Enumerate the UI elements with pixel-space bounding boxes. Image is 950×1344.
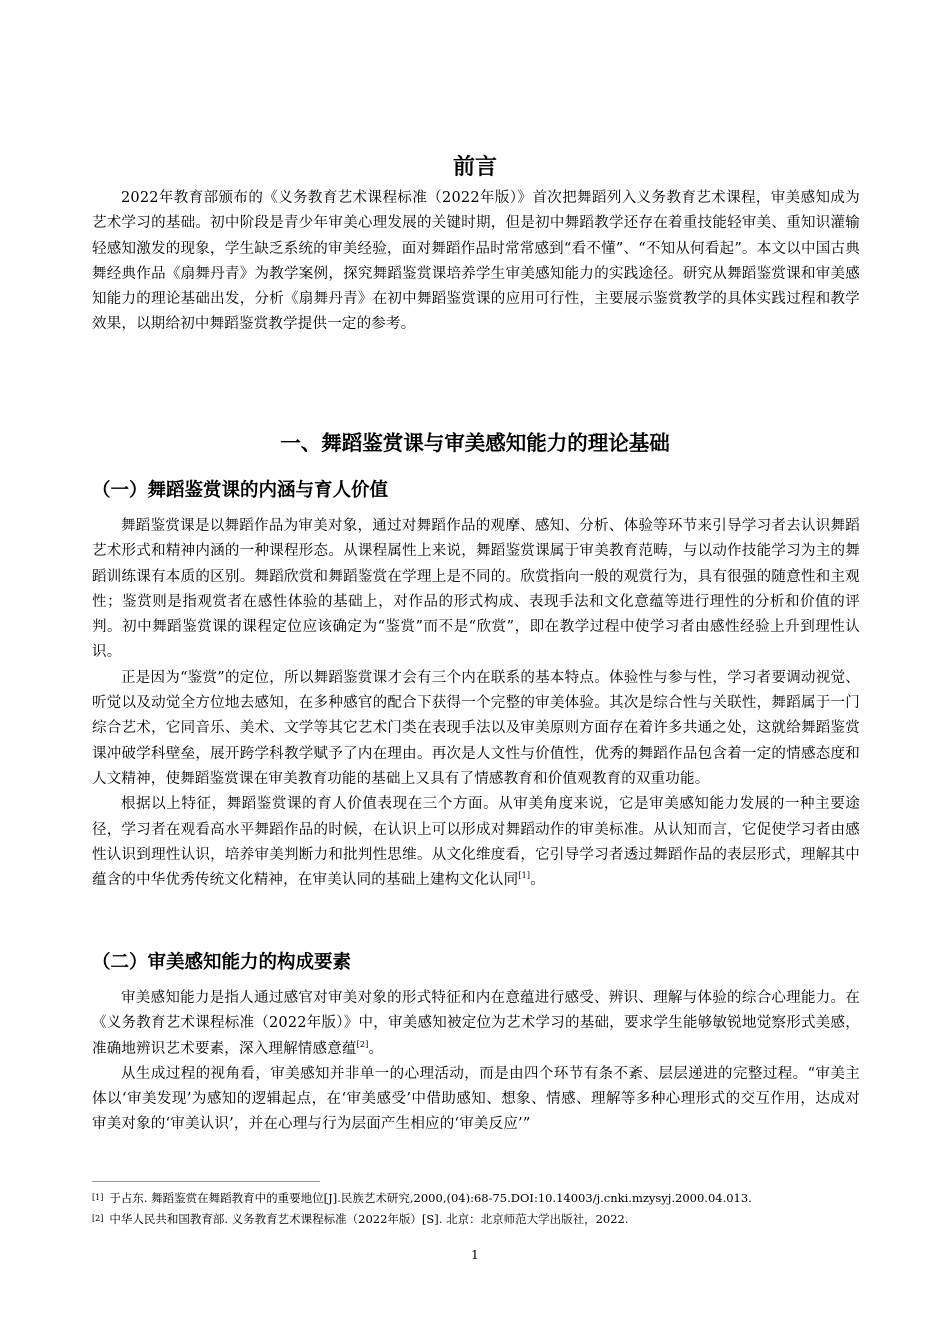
paragraph: 正是因为“鉴赏”的定位，所以舞蹈鉴赏课才会有三个内在联系的基本特点。体验性与参与性，学习者要调动视觉、听觉以及动觉全方位地去感知，在多种感官的配合下获得一个完整的审美体验。其次是综合性与关联性，舞蹈属于一门综合艺术，它同音乐、美术、文学等其它艺术门类在表现手法以及审美原则方面存在着许多共通之处，这就给舞蹈鉴赏课冲破学科壁垒，展开跨学科教学赋予了内在理由。再次是人文性与价值性，优秀的舞蹈作品包含着一定的情感态度和人文精神，使舞蹈鉴赏课在审美教育功能的基础上又具有了情感教育和价值观教育的双重功能。	[92, 669, 860, 787]
section-2-body	[92, 986, 860, 1138]
paragraph-end: 。	[530, 872, 545, 889]
footnote-mark: [1]	[92, 1193, 104, 1202]
footnote-divider	[92, 1181, 320, 1182]
footnote-text: 中华人民共和国教育部. 义务教育艺术课程标准（2022年版）[S]. 北京：北京师范大学出版社，2022.	[109, 1212, 629, 1226]
section-1-body	[92, 514, 860, 893]
footnotes	[92, 1189, 860, 1231]
paragraph-end: 。	[368, 1040, 384, 1057]
footnote-text: 于占东. 舞蹈鉴赏在舞蹈教育中的重要地位[J].民族艺术研究,2000,(04):68-75.DOI:10.14003/j.cnki.mzysyj.2000.04.013.	[109, 1191, 752, 1205]
footnote-mark: [2]	[92, 1214, 104, 1223]
paragraph-text: 根据以上特征，舞蹈鉴赏课的育人价值表现在三个方面。从审美角度来说，它是审美感知能力发展的一种主要途径，学习者在观看高水平舞蹈作品的时候，在认识上可以形成对舞蹈动作的审美标准。从认知而言，它促使学习者由感性认识到理性认识，培养审美判断力和批判性思维。从文化维度看，它引导学习者透过舞蹈作品的表层形式，理解其中蕴含的中华优秀传统文化精神，在审美认同的基础上建构文化认同	[92, 796, 860, 889]
paragraph	[92, 986, 860, 1062]
preface-body	[92, 186, 860, 338]
citation-ref-2[interactable]: [2]	[356, 1039, 369, 1049]
preface-paragraph: 2022年教育部颁布的《义务教育艺术课程标准（2022年版）》首次把舞蹈列入义务教育艺术课程，审美感知成为艺术学习的基础。初中阶段是青少年审美心理发展的关键时期，但是初中舞蹈教学还存在着重技能轻审美、重知识灌输轻感知激发的现象，学生缺乏系统的审美经验，面对舞蹈作品时常常感到“看不懂”、“不知从何看起”。本文以中国古典舞经典作品《扇舞丹青》为教学案例，探究舞蹈鉴赏课培养学生审美感知能力的实践途径。研究从舞蹈鉴赏课和审美感知能力的理论基础出发，分析《扇舞丹青》在初中舞蹈鉴赏课的应用可行性，主要展示鉴赏教学的具体实践过程和教学效果，以期给初中舞蹈鉴赏教学提供一定的参考。	[92, 190, 860, 333]
section-heading-1: （一）舞蹈鉴赏课的内涵与育人价值	[92, 480, 389, 501]
paragraph: 舞蹈鉴赏课是以舞蹈作品为审美对象，通过对舞蹈作品的观摩、感知、分析、体验等环节来引导学习者去认识舞蹈艺术形式和精神内涵的一种课程形态。从课程属性上来说，舞蹈鉴赏课属于审美教育范畴，与以动作技能学习为主的舞蹈训练课有本质的区别。舞蹈欣赏和舞蹈鉴赏在学理上是不同的。欣赏指向一般的观赏行为，具有很强的随意性和主观性；鉴赏则是指观赏者在感性体验的基础上，对作品的形式构成、表现手法和文化意蕴等进行理性的分析和价值的评判。初中舞蹈鉴赏课的课程定位应该确定为“鉴赏”而不是“欣赏”，即在教学过程中使学习者由感性经验上升到理性认识。	[92, 518, 860, 661]
paragraph: 从生成过程的视角看，审美感知并非单一的心理活动，而是由四个环节有条不紊、层层递进的完整过程。“审美主体以‘审美发现’为感知的逻辑起点，在‘审美感受’中借助感知、想象、情感、理解等多种心理形式的交互作用，达成对审美对象的‘审美认识’，并在心理与行为层面产生相应的‘审美反应’”	[92, 1065, 860, 1133]
paragraph	[92, 792, 860, 893]
preface-heading: 前言	[452, 155, 497, 180]
footnote-item	[92, 1210, 860, 1228]
page-number: 1	[471, 1248, 479, 1262]
section-heading-2: （二）审美感知能力的构成要素	[92, 952, 352, 973]
chapter-heading: 一、舞蹈鉴赏课与审美感知能力的理论基础	[280, 431, 670, 455]
footnote-item	[92, 1189, 860, 1207]
paragraph-text: 审美感知能力是指人通过感官对审美对象的形式特征和内在意蕴进行感受、辨识、理解与体验的综合心理能力。在《义务教育艺术课程标准（2022年版）》中，审美感知被定位为艺术学习的基础，要求学生能够敏锐地觉察形式美感，准确地辨识艺术要素，深入理解情感意蕴	[92, 990, 860, 1057]
citation-ref-1[interactable]: [1]	[518, 871, 531, 881]
